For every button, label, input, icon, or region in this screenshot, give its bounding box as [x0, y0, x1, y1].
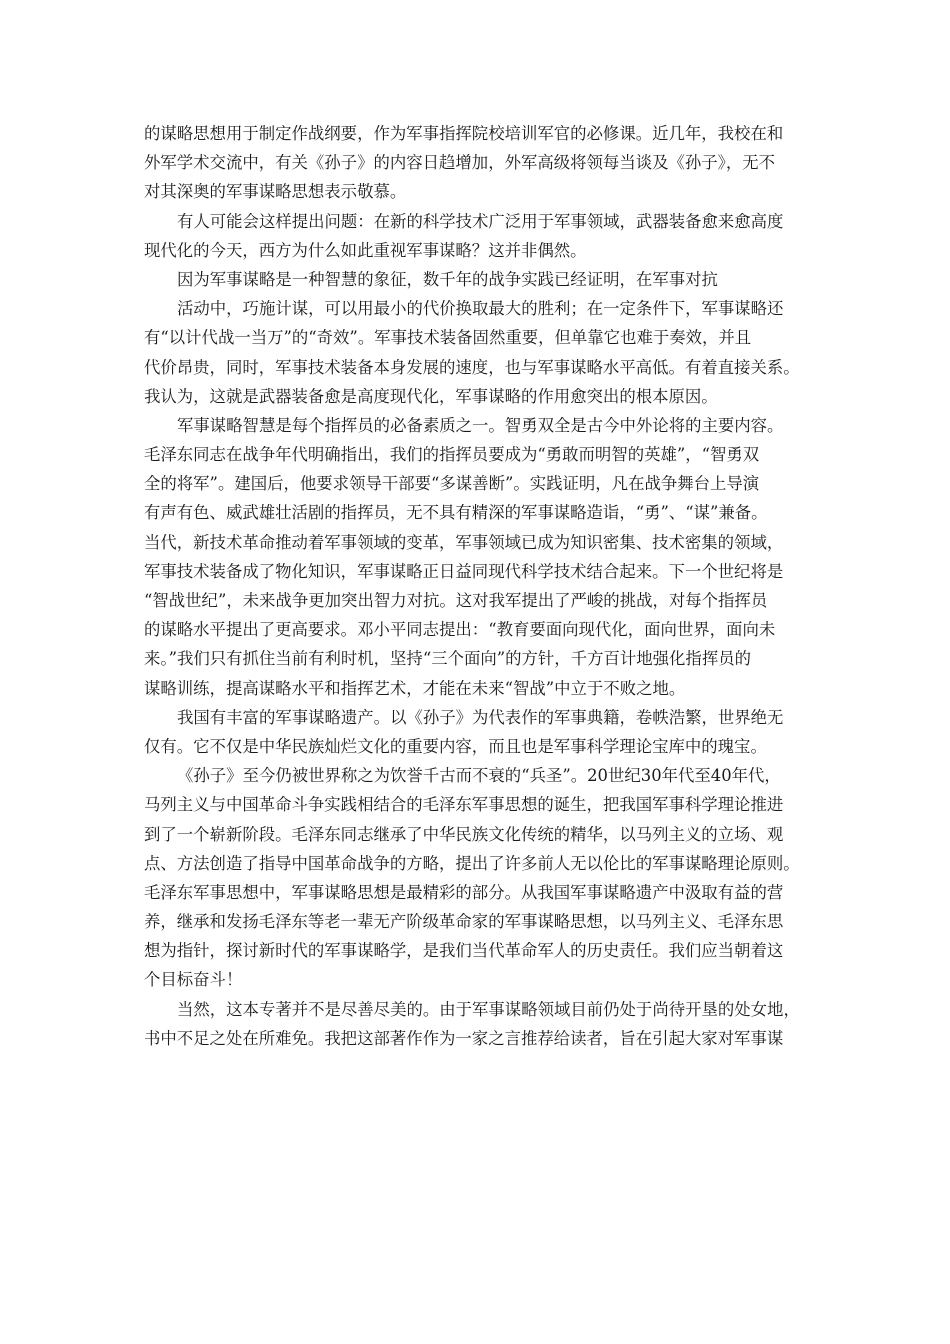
text-line: 来。”我们只有抓住当前有利时机，坚持“三个面向”的方针，千方百计地强化指挥员的: [144, 649, 751, 669]
text-line: 到了一个崭新阶段。毛泽东同志继承了中华民族文化传统的精华，以马列主义的立场、观: [144, 824, 784, 844]
text-line: 因为军事谋略是一种智慧的象征，数千年的战争实践已经证明，在军事对抗: [177, 269, 718, 289]
text-line: 的谋略水平提出了更高要求。邓小平同志提出：“教育要面向现代化，面向世界，面向未: [144, 620, 776, 640]
document-body: [144, 119, 810, 1053]
text-line: 军事谋略智慧是每个指挥员的必备素质之一。智勇双全是古今中外论将的主要内容。: [177, 415, 784, 435]
text-line: 外军学术交流中，有关《孙子》的内容日趋增加，外军高级将领每当谈及《孙子》，无不: [144, 153, 776, 173]
text-line: 的谋略思想用于制定作战纲要，作为军事指挥院校培训军官的必修课。近几年，我校在和: [144, 124, 784, 143]
text-line: 有“以计代战一当万”的“奇效”。军事技术装备固然重要，但单靠它也难于奏效，并且: [144, 328, 752, 348]
text-line: 我国有丰富的军事谋略遗产。以《孙子》为代表作的军事典籍，卷帙浩繁，世界绝无: [177, 707, 784, 727]
text-line: “智战世纪”，未来战争更加突出智力对抗。这对我军提出了严峻的挑战，对每个指挥员: [144, 591, 768, 610]
text-line: 马列主义与中国革命斗争实践相结合的毛泽东军事思想的诞生，把我国军事科学理论推进: [144, 795, 784, 815]
text-line: 毛泽东军事思想中，军事谋略思想是最精彩的部分。从我国军事谋略遗产中汲取有益的营: [144, 882, 784, 902]
text-line: 点、方法创造了指导中国革命战争的方略，提出了许多前人无以伦比的军事谋略理论原则。: [144, 853, 800, 873]
text-line: 活动中，巧施计谋，可以用最小的代价换取最大的胜利；在一定条件下，军事谋略还: [177, 299, 784, 319]
text-line: 谋略训练，提高谋略水平和指挥艺术，才能在未来“智战”中立于不败之地。: [144, 678, 686, 698]
text-line: 当代，新技术革命推动着军事领域的变革，军事领域已成为知识密集、技术密集的领域，: [144, 532, 784, 552]
text-line: 有人可能会这样提出问题：在新的科学技术广泛用于军事领域，武器装备愈来愈高度: [177, 211, 784, 231]
text-line: 对其深奥的军事谋略思想表示敬慕。: [144, 182, 407, 202]
text-line: 毛泽东同志在战争年代明确指出，我们的指挥员要成为“勇敢而明智的英雄”，“智勇双: [144, 445, 760, 465]
text-line: 养，继承和发扬毛泽东等老一辈无产阶级革命家的军事谋略思想，以马列主义、毛泽东思: [144, 912, 784, 932]
text-line: 书中不足之处在所难免。我把这部著作作为一家之言推荐给读者，旨在引起大家对军事谋: [144, 1028, 784, 1048]
text-line: 有声有色、威武雄壮活剧的指挥员，无不具有精深的军事谋略造诣，“勇”、“谋”兼备。: [144, 503, 768, 523]
text-line: 全的将军”。建国后，他要求领导干部要“多谋善断”。实践证明，凡在战争舞台上导演: [144, 474, 760, 494]
text-line: 我认为，这就是武器装备愈是高度现代化，军事谋略的作用愈突出的根本原因。: [144, 386, 718, 406]
text-line: 现代化的今天，西方为什么如此重视军事谋略？这并非偶然。: [144, 240, 587, 260]
text-line: 仅有。它不仅是中华民族灿烂文化的重要内容，而且也是军事科学理论宝库中的瑰宝。: [144, 736, 767, 756]
text-line: 当然，这本专著并不是尽善尽美的。由于军事谋略领域目前仍处于尚待开垦的处女地，: [177, 999, 800, 1019]
text-line: 《孙子》至今仍被世界称之为饮誉千古而不衰的“兵圣”。20世纪30年代至40年代，: [177, 766, 781, 786]
text-line: 个目标奋斗！: [144, 970, 243, 990]
text-line: 军事技术装备成了物化知识，军事谋略正日益同现代科学技术结合起来。下一个世纪将是: [144, 561, 784, 581]
text-line: 想为指针，探讨新时代的军事谋略学，是我们当代革命军人的历史责任。我们应当朝着这: [144, 941, 784, 961]
text-line: 代价昂贵，同时，军事技术装备本身发展的速度，也与军事谋略水平高低。有着直接关系。: [144, 357, 800, 377]
